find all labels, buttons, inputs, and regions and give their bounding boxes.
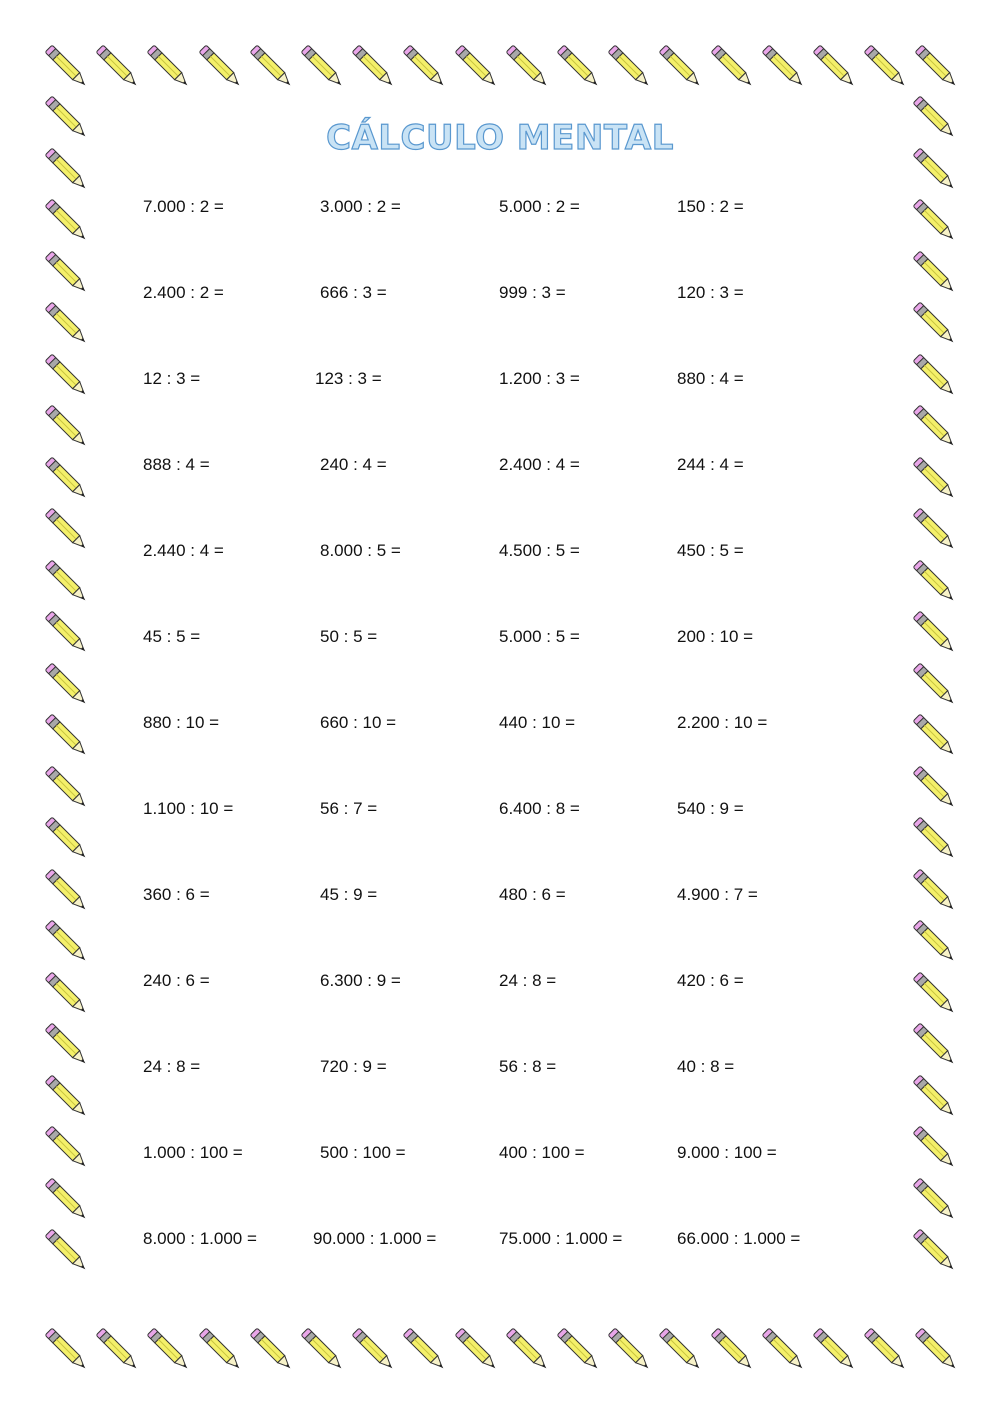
exercise-item: 5.000 : 5 = (499, 627, 580, 646)
exercise-item: 123 : 3 = (315, 369, 382, 388)
exercise-item: 888 : 4 = (143, 455, 210, 474)
exercise-item: 5.000 : 2 = (499, 197, 580, 216)
exercise-item: 666 : 3 = (320, 283, 387, 302)
exercise-item: 244 : 4 = (677, 455, 744, 474)
exercise-item: 720 : 9 = (320, 1057, 387, 1076)
exercise-item: 150 : 2 = (677, 197, 744, 216)
exercise-item: 6.300 : 9 = (320, 971, 401, 990)
exercise-item: 45 : 5 = (143, 627, 201, 646)
exercise-item: 6.400 : 8 = (499, 799, 580, 818)
exercise-item: 8.000 : 1.000 = (143, 1229, 257, 1248)
exercise-item: 500 : 100 = (320, 1143, 406, 1162)
exercise-item: 24 : 8 = (143, 1057, 201, 1076)
exercise-item: 240 : 6 = (143, 971, 210, 990)
exercise-item: 400 : 100 = (499, 1143, 585, 1162)
exercise-item: 120 : 3 = (677, 283, 744, 302)
exercise-item: 480 : 6 = (499, 885, 566, 904)
exercise-item: 660 : 10 = (320, 713, 397, 732)
exercise-item: 1.100 : 10 = (143, 799, 234, 818)
exercise-item: 50 : 5 = (320, 627, 378, 646)
exercise-item: 8.000 : 5 = (320, 541, 401, 560)
exercise-item: 420 : 6 = (677, 971, 744, 990)
exercise-item: 4.900 : 7 = (677, 885, 758, 904)
exercise-item: 24 : 8 = (499, 971, 557, 990)
page-title: CÁLCULO MENTAL (326, 118, 674, 158)
exercise-item: 90.000 : 1.000 = (313, 1229, 437, 1248)
exercise-item: 880 : 4 = (677, 369, 744, 388)
exercise-item: 56 : 8 = (499, 1057, 557, 1076)
exercise-item: 880 : 10 = (143, 713, 220, 732)
exercise-item: 540 : 9 = (677, 799, 744, 818)
exercise-item: 440 : 10 = (499, 713, 576, 732)
exercise-item: 9.000 : 100 = (677, 1143, 777, 1162)
exercise-item: 4.500 : 5 = (499, 541, 580, 560)
exercise-item: 1.200 : 3 = (499, 369, 580, 388)
exercise-item: 66.000 : 1.000 = (677, 1229, 801, 1248)
exercise-item: 56 : 7 = (320, 799, 378, 818)
exercise-item: 75.000 : 1.000 = (499, 1229, 623, 1248)
exercise-item: 999 : 3 = (499, 283, 566, 302)
exercise-item: 2.200 : 10 = (677, 713, 768, 732)
exercise-item: 360 : 6 = (143, 885, 210, 904)
exercise-item: 240 : 4 = (320, 455, 387, 474)
exercise-item: 2.400 : 4 = (499, 455, 580, 474)
exercise-item: 2.400 : 2 = (143, 283, 224, 302)
exercise-item: 200 : 10 = (677, 627, 754, 646)
exercise-item: 7.000 : 2 = (143, 197, 224, 216)
exercise-item: 3.000 : 2 = (320, 197, 401, 216)
exercise-item: 450 : 5 = (677, 541, 744, 560)
exercise-item: 2.440 : 4 = (143, 541, 224, 560)
exercise-item: 1.000 : 100 = (143, 1143, 243, 1162)
exercise-item: 45 : 9 = (320, 885, 378, 904)
exercise-item: 40 : 8 = (677, 1057, 735, 1076)
exercise-item: 12 : 3 = (143, 369, 201, 388)
